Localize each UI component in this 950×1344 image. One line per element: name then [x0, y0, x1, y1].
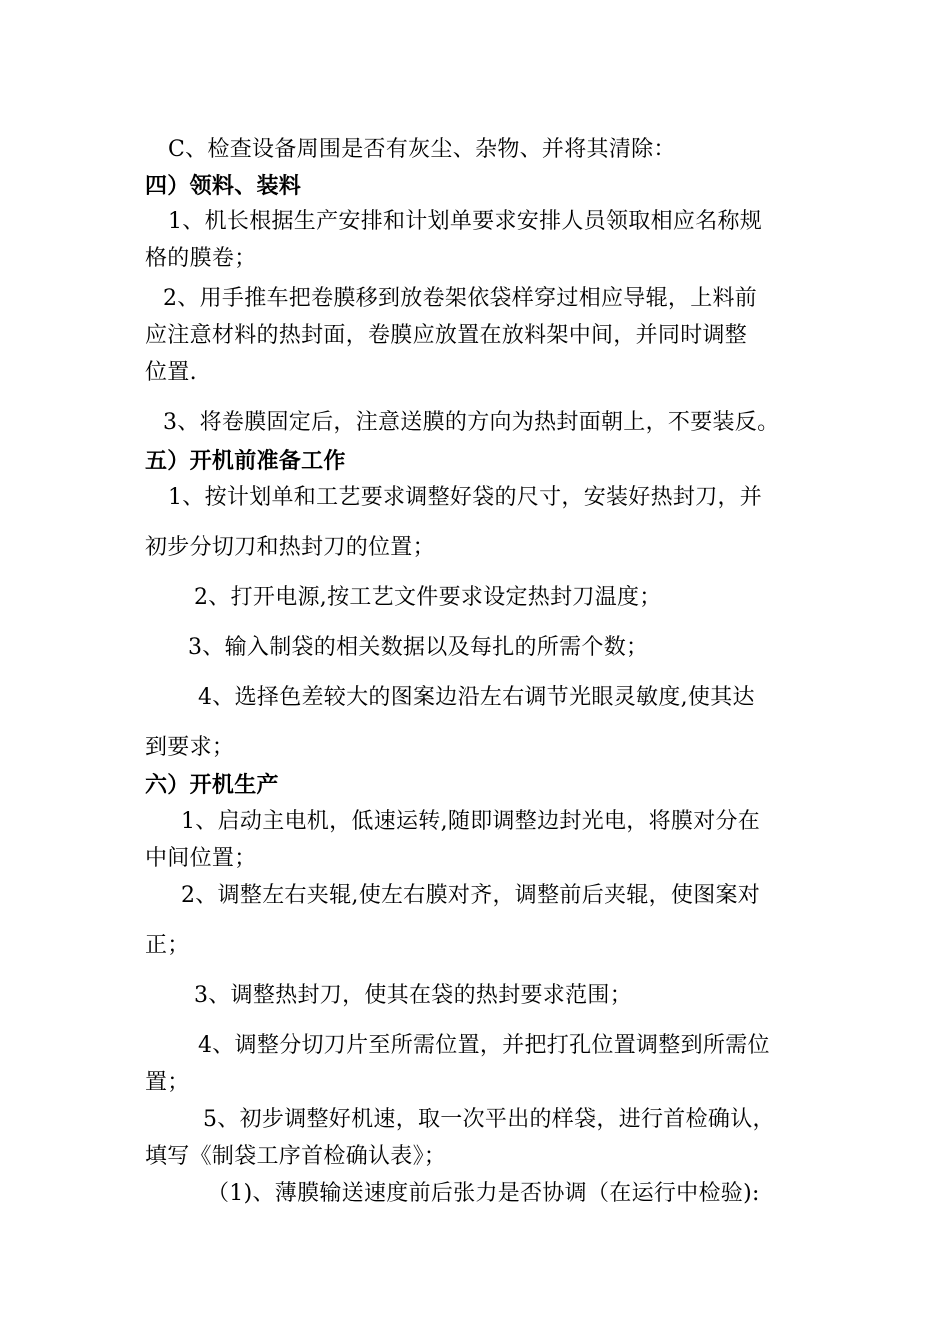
text-line: 2、调整左右夹辊,使左右膜对齐，调整前后夹辊，使图案对	[181, 883, 761, 908]
text-line: 4、调整分切刀片至所需位置，并把打孔位置调整到所需位	[198, 1033, 770, 1058]
text-line: 应注意材料的热封面，卷膜应放置在放料架中间，并同时调整	[145, 323, 748, 348]
text-line: 3、将卷膜固定后，注意送膜的方向为热封面朝上，不要装反。	[163, 410, 780, 435]
text-line: 1、机长根据生产安排和计划单要求安排人员领取相应名称规	[168, 209, 763, 234]
text-line: 2、用手推车把卷膜移到放卷架依袋样穿过相应导辊，上料前	[163, 286, 758, 311]
section-heading-5: 五）开机前准备工作	[145, 448, 346, 474]
text-line: 正；	[145, 933, 190, 958]
text-line: 初步分切刀和热封刀的位置；	[145, 535, 435, 560]
text-line: 3、输入制袋的相关数据以及每扎的所需个数；	[188, 635, 649, 660]
text-line: 置；	[145, 1070, 190, 1095]
text-line: 4、选择色差较大的图案边沿左右调节光眼灵敏度,使其达	[198, 685, 755, 710]
text-line: 5、初步调整好机速，取一次平出的样袋，进行首检确认，	[203, 1107, 775, 1132]
text-line: 2、打开电源,按工艺文件要求设定热封刀温度；	[194, 585, 662, 610]
text-line: （1)、薄膜输送速度前后张力是否协调（在运行中检验):	[207, 1181, 760, 1206]
text-line: 中间位置；	[145, 846, 257, 871]
text-line: 格的膜卷；	[145, 246, 257, 271]
section-heading-6: 六）开机生产	[145, 772, 279, 798]
text-line: 填写《制袋工序首检确认表》；	[145, 1144, 447, 1169]
text-line: 位置.	[145, 360, 197, 385]
text-line-c-inspection: C、检查设备周围是否有灰尘、杂物、并将其清除：	[168, 137, 676, 162]
text-line: 1、启动主电机，低速运转,随即调整边封光电，将膜对分在	[181, 809, 761, 834]
text-line: 3、调整热封刀，使其在袋的热封要求范围；	[194, 983, 632, 1008]
text-line: 到要求；	[145, 735, 235, 760]
text-line: 1、按计划单和工艺要求调整好袋的尺寸，安装好热封刀，并	[168, 485, 763, 510]
section-heading-4: 四）领料、装料	[145, 173, 302, 199]
